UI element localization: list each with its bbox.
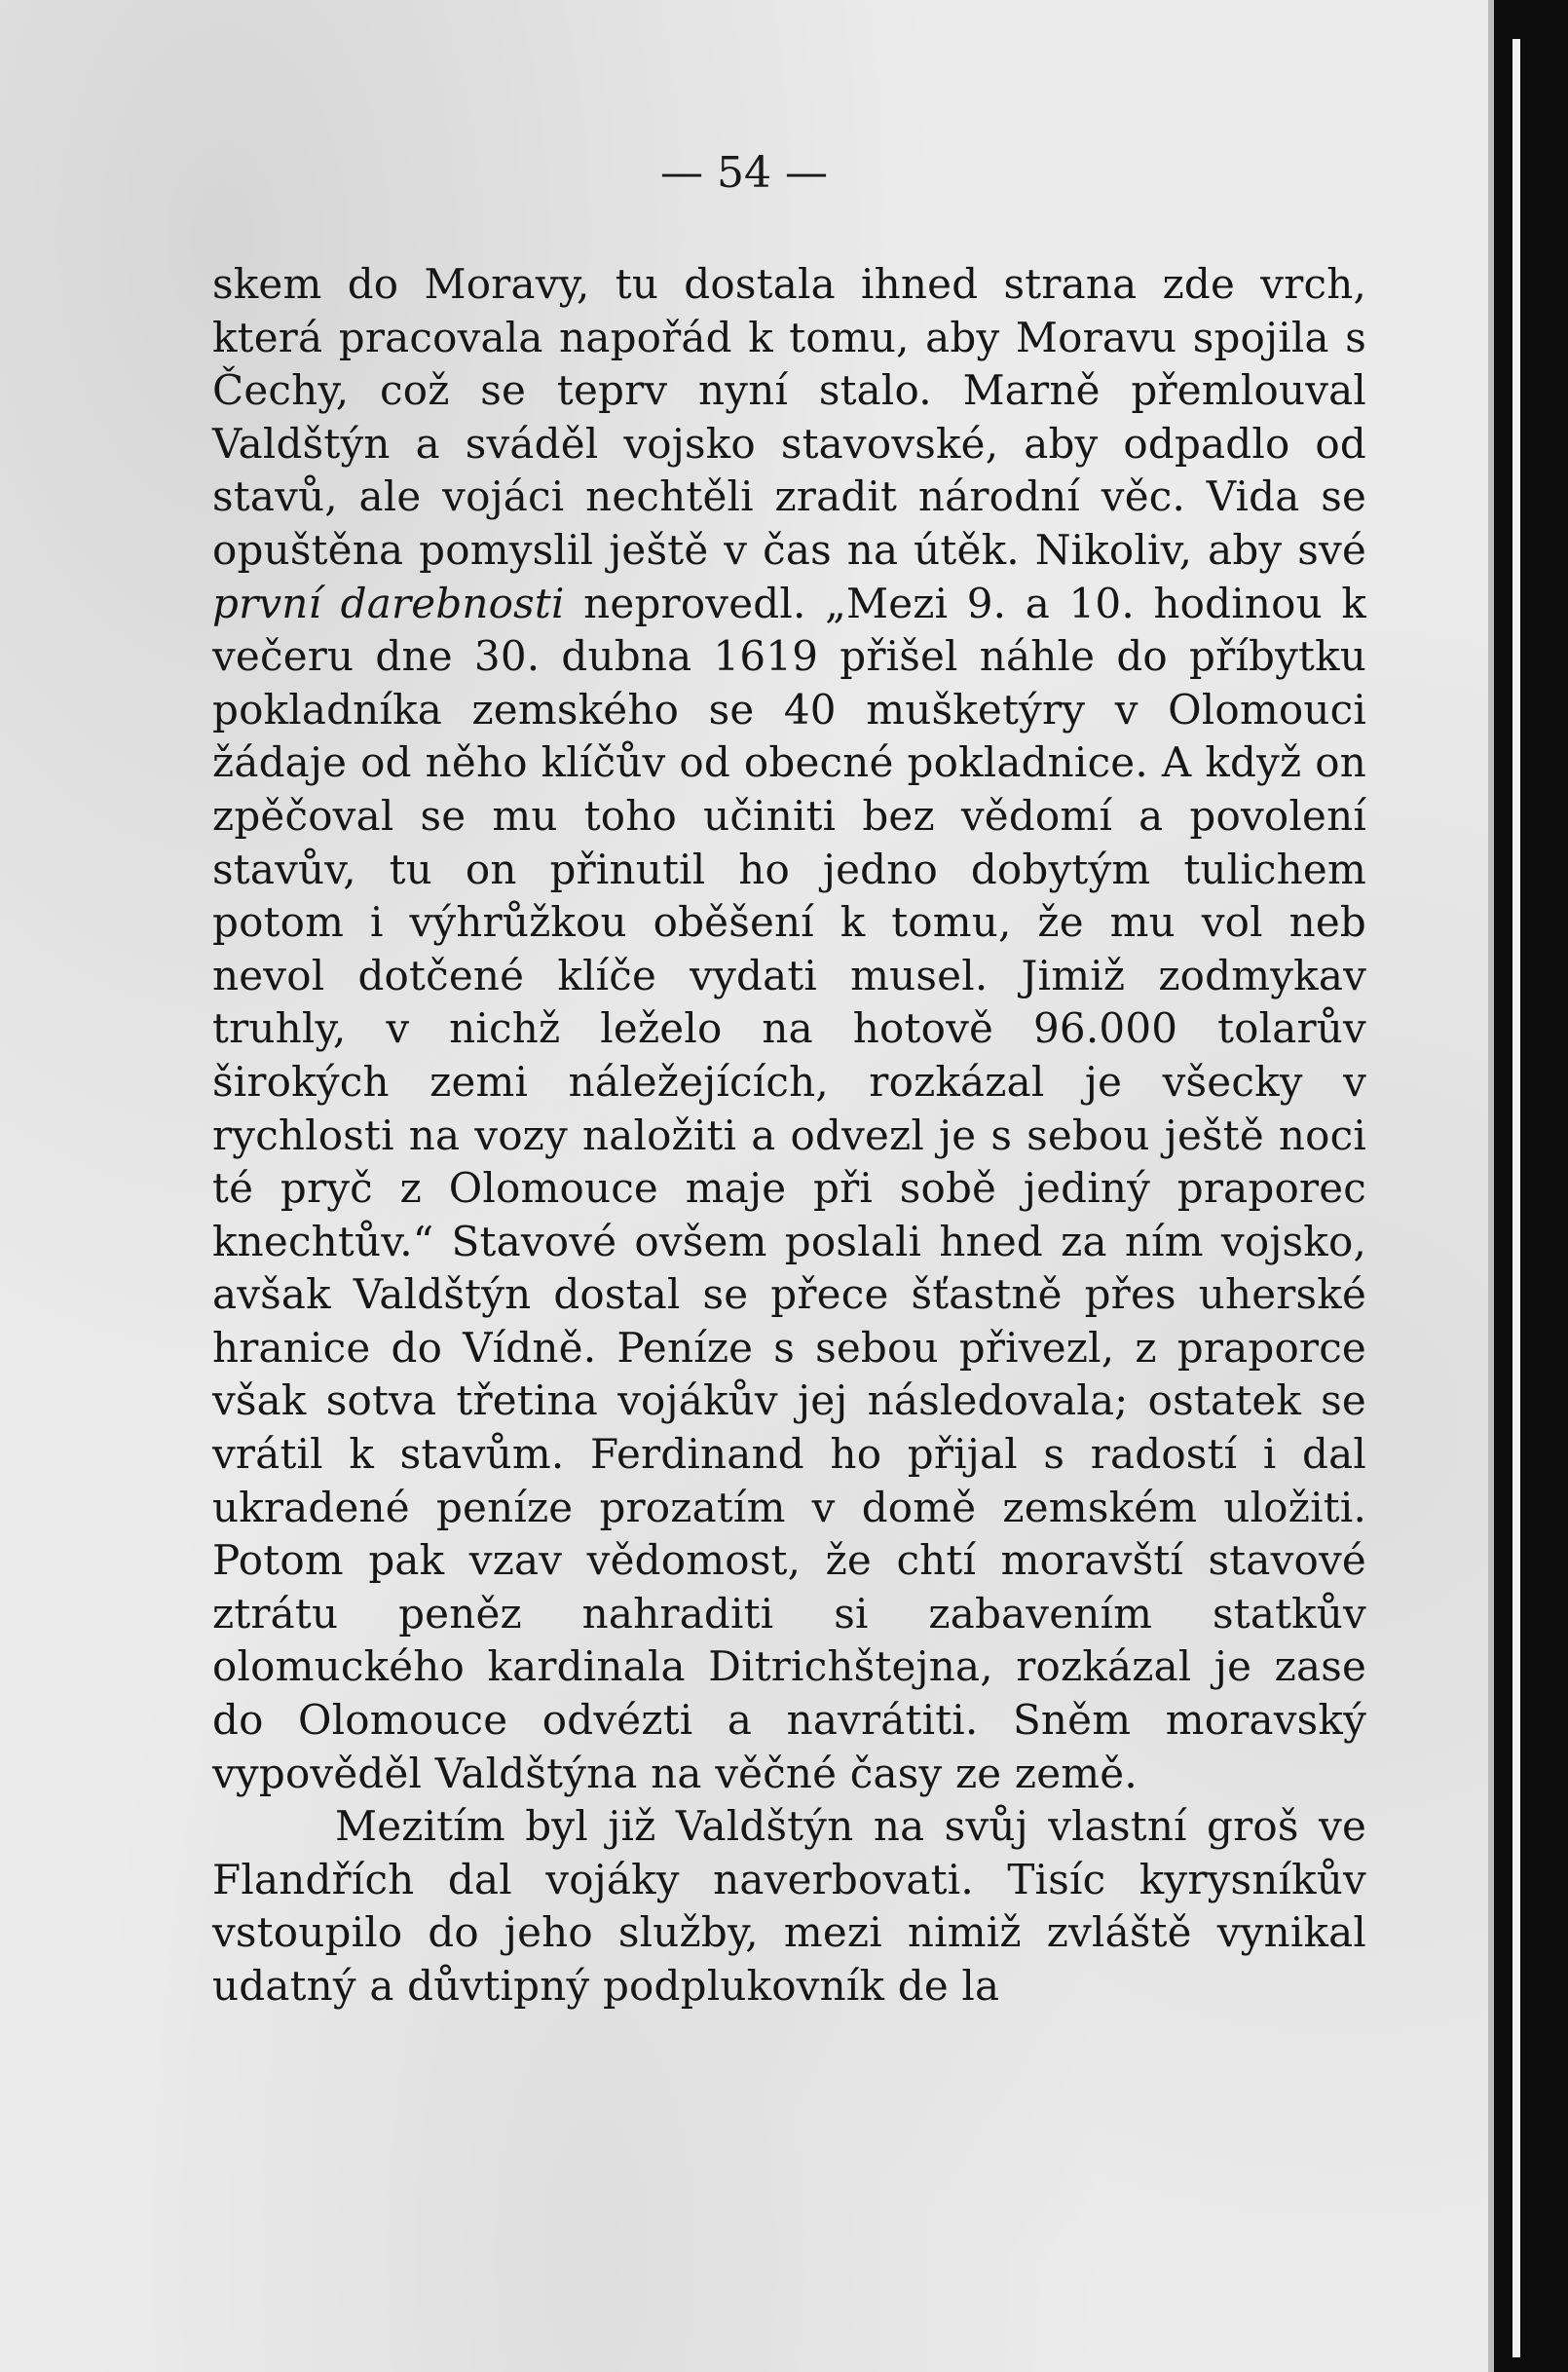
paragraph-1	[212, 258, 1366, 1800]
paragraph-2: Mezitím byl již Valdštýn na svůj vlastní groš ve Flandřích dal vojáky naverbovati. Tisíc kyrysníkův vstoupilo do jeho služby, mezi nimiž zvláště vynikal udatný a důvtipný podplukovník de la	[212, 1802, 1366, 2010]
page-edge-shadow	[1488, 0, 1494, 2372]
paragraph-1-part-b: neprovedl. „Mezi 9. a 10. hodinou k večeru dne 30. dubna 1619 přišel náhle do příbytku pokladníka zemského se 40 mušketýry v Olomouci žádaje od něho klíčův od obecné pokladnice. A když on zpěčoval se mu toho učiniti bez vědomí a povolení stavův, tu on přinutil ho jedno dobytým tulichem potom i výhrůžkou oběšení k tomu, že mu vol neb nevol dotčené klíče vydati musel. Jimiž zodmykav truhly, v nichž leželo na hotově 96.000 tolarův širokých zemi náležejících, rozkázal je všecky v rychlosti na vozy naložiti a odvezl je s sebou ještě noci té pryč z Olomouce maje při sobě jediný praporec knechtův.“ Stavové ovšem poslali hned za ním vojsko, avšak Valdštýn dostal se přece šťastně přes uherské hranice do Vídně. Peníze s sebou přivezl, z praporce však sotva třetina vojákův jej následovala; ostatek se vrátil k stavům. Ferdinand ho přijal s radostí i dal ukradené peníze prozatím v domě zemském uložiti. Potom pak vzav vědomost, že chtí moravští stavové ztrátu peněz nahraditi si zabavením statkův olomuckého kardinala Ditrichštejna, rozkázal je zase do Olomouce odvézti a navrátiti. Sněm moravský vypověděl Valdštýna na věčné časy ze země.	[212, 579, 1367, 1797]
body-text	[212, 258, 1366, 2014]
paragraph-1-part-a: skem do Moravy, tu dostala ihned strana zde vrch, která pracovala napořád k tomu, aby Moravu spojila s Čechy, což se teprv nyní stalo. Marně přemlouval Valdštýn a sváděl vojsko stavovské, aby odpadlo od stavů, ale vojáci nechtěli zradit národní věc. Vida se opuštěna pomyslil ještě v čas na útěk. Nikoliv, aby své	[212, 260, 1366, 574]
page-number: — 54 —	[660, 148, 828, 198]
italic-phrase: první darebnosti	[212, 579, 565, 627]
adjacent-page-edge	[1512, 39, 1520, 2357]
